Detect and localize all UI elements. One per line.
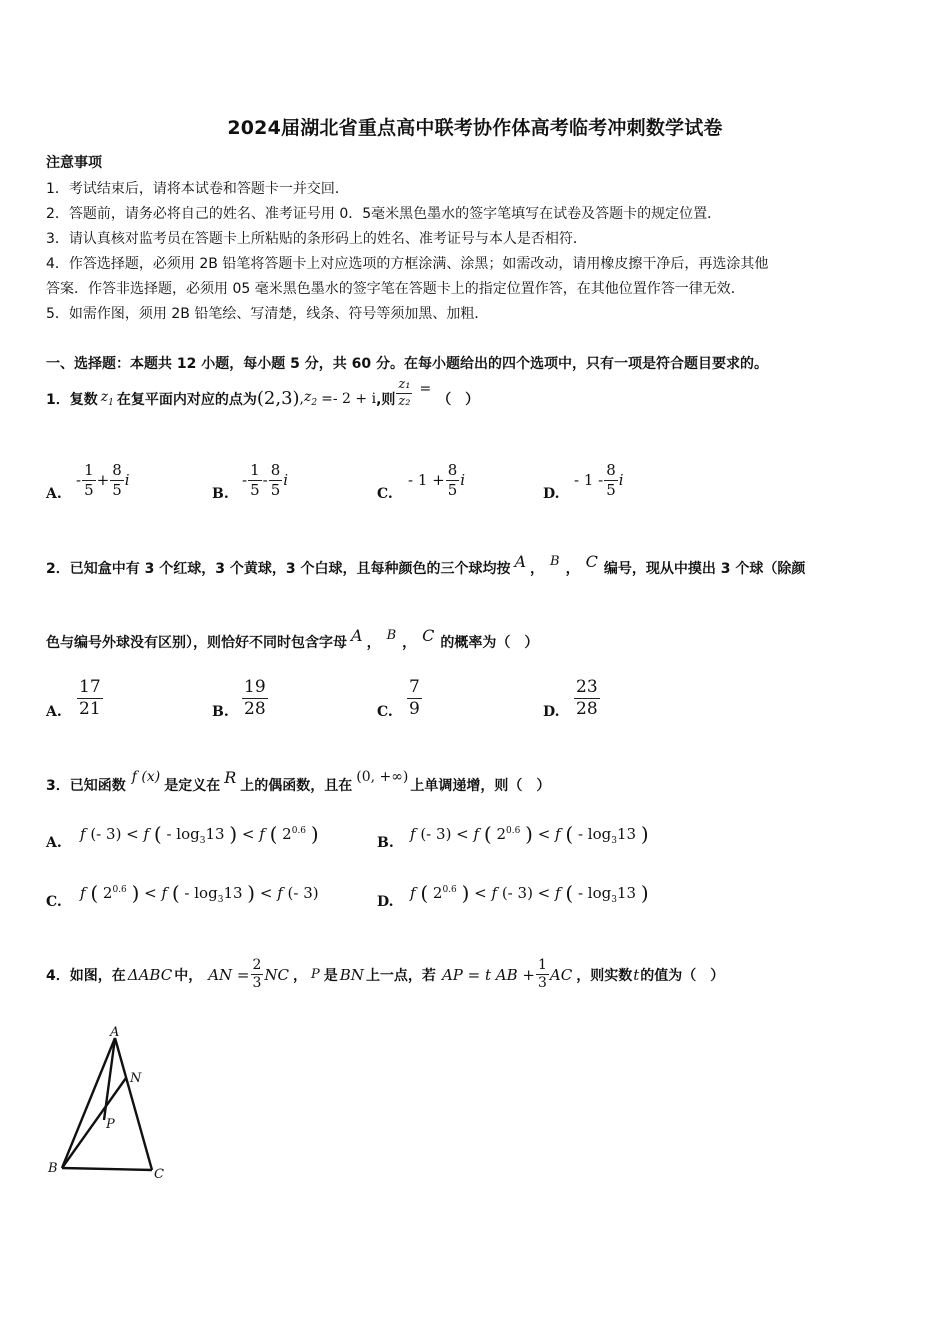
- label-b: B: [48, 1161, 58, 1176]
- notice-item-5: 5．如需作图，须用 2B 铅笔绘、写清楚，线条、符号等须加黑、加粗．: [46, 306, 489, 322]
- question-3: [46, 767, 551, 795]
- q2-option-a-label: A.: [46, 704, 62, 720]
- q1-option-a-label: A.: [46, 486, 62, 502]
- q3-r: R: [224, 767, 237, 787]
- triangle-figure: [40, 1020, 180, 1190]
- q1-option-b: - $\frac{1}{5}$ - $\frac{8}{5}$ i: [242, 461, 289, 499]
- q4-bn: BN: [339, 965, 364, 984]
- q3-option-c: f ( $2^{0.6}$ ) < f ( - $\log_313$ ) < f (- 3): [80, 881, 319, 905]
- q1-point: (2,3): [256, 388, 300, 410]
- q2-text-3: 色与编号外球没有区别），则恰好不同时包含字母: [46, 635, 347, 651]
- q1-blank: （ ）: [437, 391, 480, 408]
- q2-text-4: 的概率为（ ）: [440, 635, 539, 651]
- q3-text-1: 3．已知函数: [46, 778, 126, 794]
- q2-text-2: 编号，现从中摸出 3 个球（除颜: [603, 561, 806, 577]
- q2-letter-c: C: [585, 551, 598, 571]
- q4-text-6: ，则实数: [576, 967, 633, 984]
- notice-item-1: 1．考试结束后，请将本试卷和答题卡一并交回．: [46, 181, 349, 197]
- q2-comma-4: ，: [402, 635, 417, 651]
- q2-option-a: $\frac{17}{21}$: [79, 677, 101, 719]
- label-p: P: [106, 1117, 115, 1132]
- edge-ac: [115, 1038, 152, 1170]
- label-n: N: [130, 1071, 142, 1086]
- notice-item-3: 3．请认真核对监考员在答题卡上所粘贴的条形码上的姓名、准考证号与本人是否相符．: [46, 231, 587, 247]
- q3-option-c-label: C.: [46, 894, 62, 910]
- q4-t: t: [633, 965, 640, 984]
- q3-text-2: 是定义在: [164, 778, 221, 794]
- q4-text-7: 的值为（ ）: [640, 967, 725, 984]
- q2-option-d-label: D.: [543, 704, 560, 720]
- q2-option-d: $\frac{23}{28}$: [576, 677, 598, 719]
- notice-item-2: 2．答题前，请务必将自己的姓名、准考证号用 0．5毫米黑色墨水的签字笔填写在试卷及答题卡的规定位置．: [46, 206, 722, 222]
- q2-text-1: 2．已知盒中有 3 个红球，3 个黄球，3 个白球，且每种颜色的三个球均按: [46, 561, 511, 577]
- question-4: [46, 958, 724, 992]
- q2-option-b-label: B.: [212, 704, 229, 720]
- q4-text-5: 上一点，若: [365, 967, 436, 984]
- q2-letter-c-2: C: [422, 625, 435, 645]
- label-c: C: [154, 1167, 164, 1182]
- q1-option-d: - 1 - $\frac{8}{5}$ i: [574, 461, 624, 499]
- notice-item-4: 4．作答选择题，必须用 2B 铅笔将答题卡上对应选项的方框涂满、涂黑；如需改动，请用橡皮擦干净后，再选涂其他: [46, 256, 769, 272]
- q3-text-3: 上的偶函数，且在: [240, 778, 353, 794]
- q2-comma-1: ，: [530, 561, 545, 577]
- label-a: A: [110, 1025, 120, 1040]
- q3-option-a-label: A.: [46, 835, 62, 851]
- q1-fraction: $\frac{\text{z₁}}{\text{z₂}}$: [398, 377, 411, 410]
- q4-text-2: 中，: [174, 967, 203, 984]
- q1-option-c-label: C.: [377, 486, 393, 502]
- notice-item-4-cont: 答案．作答非选择题，必须用 05 毫米黑色墨水的签字笔在答题卡上的指定位置作答，在其他位置作答一律无效．: [46, 281, 745, 297]
- q1-z2-value: =- 2 + i: [321, 390, 377, 407]
- q3-interval: (0, +∞): [356, 769, 409, 785]
- edge-bc: [62, 1168, 152, 1170]
- notice-heading: 注意事项: [46, 155, 102, 171]
- q1-text-3: ,则: [376, 391, 396, 408]
- question-1: [46, 377, 480, 410]
- q3-option-a: f (- 3) < f ( - $\log_313$ ) < f ( $2^{0.6}$ ): [80, 822, 319, 846]
- q3-option-d: f ( $2^{0.6}$ ) < f (- 3) < f ( - $\log_313$ ): [410, 881, 649, 905]
- q4-text-3: ，: [293, 967, 308, 984]
- q4-text-4: 是: [323, 967, 338, 984]
- q4-vector-eq-1: AN = $\frac{2}{3}$ NC: [208, 957, 290, 992]
- q3-option-b-label: B.: [377, 835, 394, 851]
- q2-option-c-label: C.: [377, 704, 393, 720]
- q2-letter-a: A: [514, 551, 527, 571]
- q4-text-1: 4．如图，在: [46, 967, 126, 984]
- q4-p: P: [311, 967, 320, 983]
- q2-letter-b: B: [550, 553, 560, 569]
- q1-option-b-label: B.: [212, 486, 229, 502]
- q2-comma-3: ，: [366, 635, 381, 651]
- q1-text-2: 在复平面内对应的点为: [116, 391, 257, 408]
- q2-letter-b-2: B: [386, 627, 397, 643]
- q2-option-c: $\frac{7}{9}$: [409, 677, 420, 719]
- question-2-line-2: [46, 625, 539, 652]
- q1-equals: =: [419, 380, 432, 397]
- q1-option-c: - 1 + $\frac{8}{5}$ i: [408, 461, 466, 499]
- q1-z1: $z_1$: [100, 389, 114, 409]
- q1-comma: ,: [299, 390, 304, 407]
- q3-fx: f (x): [131, 769, 161, 785]
- section-heading: 一、选择题：本题共 12 小题，每小题 5 分，共 60 分。在每小题给出的四个选项中，只有一项是符合题目要求的。: [46, 356, 768, 372]
- q4-triangle: ΔABC: [127, 965, 173, 984]
- q1-option-d-label: D.: [543, 486, 560, 502]
- q3-option-b: f (- 3) < f ( $2^{0.6}$ ) < f ( - $\log_313$ ): [410, 822, 649, 846]
- q1-text-1: 1．复数: [46, 391, 98, 408]
- q3-option-d-label: D.: [377, 894, 394, 910]
- question-2-line-1: [46, 551, 806, 578]
- q1-option-a: - $\frac{1}{5}$ + $\frac{8}{5}$ i: [76, 461, 130, 499]
- q2-comma-2: ，: [565, 561, 580, 577]
- q2-option-b: $\frac{19}{28}$: [244, 677, 266, 719]
- q4-vector-eq-2: AP = t AB + $\frac{1}{3}$ AC: [441, 957, 573, 992]
- page-title: 2024届湖北省重点高中联考协作体高考临考冲刺数学试卷: [227, 117, 723, 139]
- q3-text-4: 上单调递增，则（ ）: [410, 778, 551, 794]
- q1-z2: $z_2$: [304, 389, 318, 409]
- q2-letter-a-2: A: [351, 625, 363, 645]
